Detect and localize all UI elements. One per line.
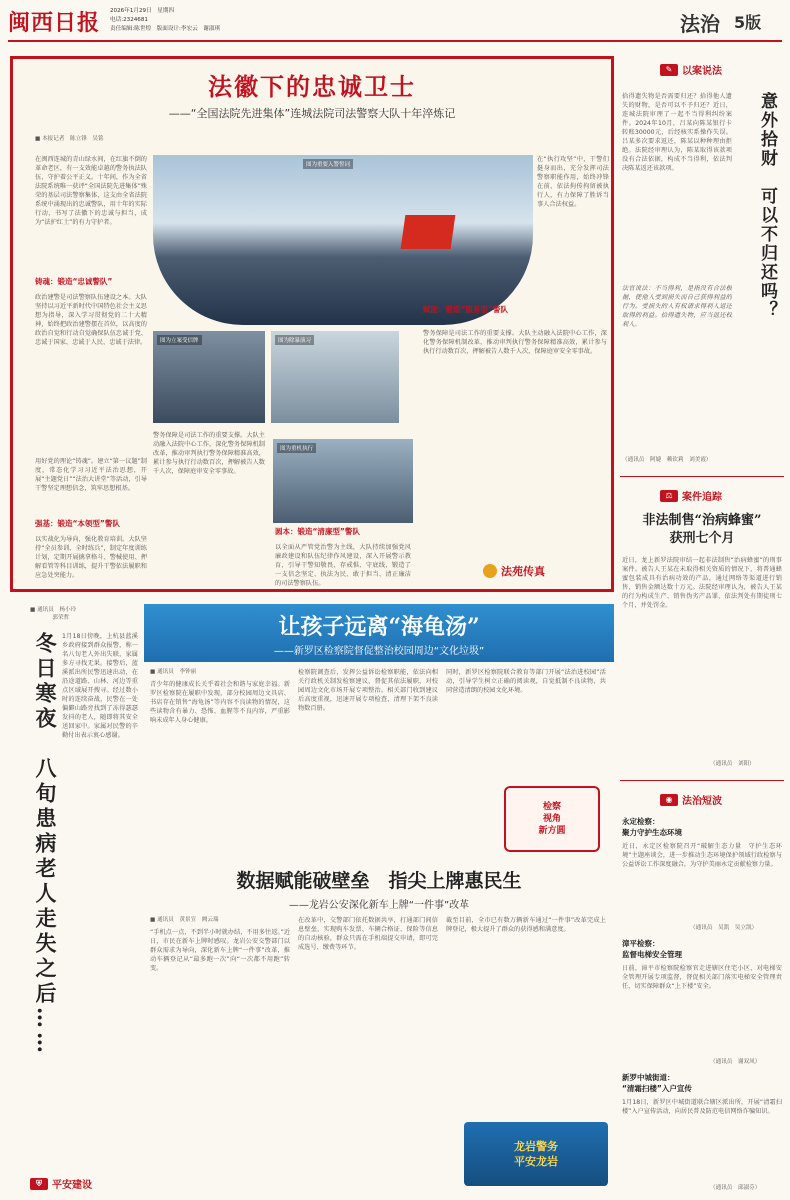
middle-byline: ■ 通讯员 李钟丽 bbox=[150, 669, 197, 675]
middle-story bbox=[144, 604, 614, 858]
top-story-frame bbox=[10, 56, 614, 592]
photo-training bbox=[153, 331, 265, 423]
brief2-reporter: （通讯员 谢双凤） bbox=[710, 1059, 761, 1065]
bottom-col3: 截至目前，全市已有数万辆新车通过“一件事”改革完成上牌登记，极大提升了群众的获得感和满意度。 bbox=[446, 917, 606, 933]
tag-legal-label: 以案说法 bbox=[682, 66, 722, 77]
tag-brief bbox=[660, 792, 722, 807]
fayuan-icon bbox=[483, 564, 497, 578]
right-sidebar bbox=[620, 56, 784, 1196]
top-story-para5: 警务保障是司法工作的重要支撑。大队主动融入法院中心工作，深化警务保障机制改革，推动审判执行警务保障精准高效，累计参与执行行动数百次，押解被告人数千人次，保障庭审安全零事故。 bbox=[153, 432, 265, 475]
phone-line: 电话:2324681 bbox=[110, 17, 148, 23]
flag-shape bbox=[401, 215, 456, 249]
top-story-logo bbox=[483, 563, 545, 579]
top-story-sub3: 赋能：锻造“服务型”警队 bbox=[423, 305, 508, 314]
top-story-para6: 在“执行攻坚”中，干警们挺身而出，充分发挥司法警察职能作用，始终冲锋在前，依法拘传拘留被执行人，有力保障了胜诉当事人合法权益。 bbox=[537, 156, 609, 208]
top-story-para7: 以全面从严管党治警为主线，大队持续加强党风廉政建设和队伍纪律作风建设，深入开展警示教育，引导干警知敬畏、存戒惧、守底线，锻造了一支信念坚定、执法为民、敢于担当、清正廉洁的司法警察队伍。 bbox=[275, 544, 411, 587]
top-story-headline: 法徽下的忠诚卫士 bbox=[208, 72, 416, 101]
bottom-logo-text: 龙岩警务 平安龙岩 bbox=[514, 1140, 558, 1168]
broadcast-icon: ◉ bbox=[660, 794, 678, 806]
middle-col1: 青少年的健康成长关乎着社会和谐与家庭幸福。新罗区检察院在履职中发现，部分校园周边文具店、书店存在销售“海龟汤”等内容不良读物的情况，这些读物含有暴力、恐怖、血腥等不良内容，严重影响未成年人身心健康。 bbox=[150, 681, 290, 724]
legal-judge-note: 法官说法：不当得利，是指没有合法根据，使他人受到损失而自己获得利益的行为。受损失的人有权请求得利人返还取得的利益。拾得遗失物，应当返还权利人。 bbox=[622, 285, 732, 328]
book-icon: ✎ bbox=[660, 64, 678, 76]
middle-subhead: ——新罗区检察院督促整治校园周边“文化垃圾” bbox=[273, 646, 485, 657]
bottom-col1: “手机点一点，不到半小时就办结，不用多往返。”近日，市民在新车上牌时感叹。龙岩公安交警部门以群众需求为导向，深化新车上牌“一件事”改革，推动车辆登记从“最多跑一次”向“一次都不用跑”转变。 bbox=[150, 929, 290, 972]
top-story-para2: 政治建警是司法警察队伍建设之本。大队坚持以习近平新时代中国特色社会主义思想为指导，深入学习贯彻党的二十大精神，始终把政治建警摆在首位，以高度的政治自觉和行动自觉确保队伍忠诚于党、忠诚于国家、忠诚于人民、忠诚于法律。 bbox=[35, 294, 147, 346]
bottom-byline: ■ 通讯员 黄景宣 阙云瑞 bbox=[150, 917, 219, 923]
middle-stamp bbox=[504, 786, 600, 852]
main-photo bbox=[153, 155, 533, 325]
legal-reporter: （通讯员 阿婕 赖钦莉 刘美霞） bbox=[622, 457, 712, 463]
editor-line: 责任编辑:陈世煌 版面设计:李宏云 谢淑琪 bbox=[110, 26, 221, 32]
top-story-sub4: 圆本：锻造“清廉型”警队 bbox=[275, 527, 360, 536]
tag-legal bbox=[660, 62, 722, 77]
brief2-body: 日前，漳平市检察院检察官走进辖区住宅小区，对电梯安全管理开展专项监督，督促相关部门落实电梯安全管理责任，切实保障群众“上下楼”安全。 bbox=[622, 965, 782, 990]
case-icon: ⚖ bbox=[660, 490, 678, 502]
top-story-para3: 用好党的理论“铸魂”。建立“第一议题”制度，常态化学习习近平法治思想，开展“主题党日”“法治大讲堂”等活动，引导干警坚定理想信念，筑牢思想根基。 bbox=[35, 458, 147, 492]
case-reporter: （通讯员 刘阳） bbox=[710, 761, 755, 767]
bottom-col2: 在改革中，交警部门依托数据共享，打通部门间信息壁垒，实现购车发票、车辆合格证、保险等信息的自动核验，群众只需在手机端提交申请，即可完成选号、缴费等环节。 bbox=[298, 917, 438, 951]
brief3-title: 新罗中城街道： “清霜扫楼”入户宣传 bbox=[622, 1073, 692, 1093]
brief1-title: 永定检察： 聚力守护生态环境 bbox=[622, 817, 682, 837]
case-body: 近日，龙上新罗法院审结一起非法制售“治病蜂蜜”的刑事案件。被告人王某在未取得相关资质的情况下，将普通蜂蜜包装成具有治病功效的产品，通过网络等渠道进行销售，销售金额达数十万元。法院经审理认为，被告人王某的行为构成生产、销售伪劣产品罪，依法判处有期徒刑七个月，并处罚金。 bbox=[622, 557, 782, 609]
sidebar-rule-2 bbox=[620, 780, 784, 781]
top-story-sub1: 铸魂：锻造“忠诚警队” bbox=[35, 277, 113, 286]
masthead-rule bbox=[8, 40, 782, 42]
brief2-title: 漳平检察： 监督电梯安全管理 bbox=[622, 939, 682, 959]
top-story-para1: 在闽西连城的青山绿水间，在红旗不倒的革命老区，有一支效能卓越的警务执法队伍，守护着公平正义。十年间，作为全省法院系统唯一获评“全国法院先进集体”殊荣的基层司法警察集体，这支由全省法院系统中涌现出的忠诚警队，用十年的实际行动，书写了法徽下的忠诚与担当，成为“法护红土”的有力守护者。 bbox=[35, 156, 147, 226]
left-byline: ■ 通讯员 杨小玲 郭荣哲 bbox=[30, 607, 77, 622]
section-name: 法治 bbox=[680, 12, 720, 36]
brief3-reporter: （通讯员 邱淑芬） bbox=[710, 1185, 761, 1191]
tag-case bbox=[660, 488, 722, 503]
top-story-subhead: ——“全国法院先进集体”连城法院司法警察大队十年淬炼记 bbox=[168, 107, 456, 120]
sidebar-rule-1 bbox=[620, 476, 784, 477]
newspaper-logo: 闽西日报 bbox=[8, 10, 101, 36]
tag-safety-label: 平安建设 bbox=[52, 1180, 92, 1191]
bottom-headline: 数据赋能破壁垒 指尖上牌惠民生 bbox=[236, 870, 522, 892]
photo-drill-caption: 图为除暴演习 bbox=[275, 335, 314, 345]
middle-headline: 让孩子远离“海龟汤” bbox=[278, 614, 480, 640]
tag-safety bbox=[30, 1176, 92, 1191]
left-column bbox=[10, 604, 138, 1194]
top-story-para4: 以实战化为导向，强化教育培训。大队坚持“全员参训、全时练兵”，制定年度训练计划，定期开展擒拿格斗、警械使用、押解看管等科目训练，提升干警依法履职和应急处突能力。 bbox=[35, 536, 147, 579]
brief1-reporter: （通讯员 吴凯 吴立凯） bbox=[690, 925, 758, 931]
legal-body: 拾得遗失物是否需要归还？拾得他人遗失的财物，是否可以不予归还？近日，连城法院审理了一起不当得利纠纷案件。2024年10月，吕某向陈某银行卡转账30000元，后经核实系操作失误。吕某多次要求返还，陈某以种种理由拒绝。法院经审理认为，陈某取得该款项没有合法依据，构成不当得利，依法判决陈某返还该款项。 bbox=[622, 93, 732, 172]
photo-drill bbox=[271, 331, 399, 423]
case-headline: 非法制售“治病蜂蜜” 获刑七个月 bbox=[642, 513, 762, 546]
bottom-story bbox=[144, 864, 614, 1194]
tag-case-label: 案件追踪 bbox=[682, 492, 722, 503]
brief3-body: 1月18日，新罗区中城街道联合辖区派出所，开展“清霜扫楼”入户宣传活动，向居民普及防范电信网络诈骗知识。 bbox=[622, 1099, 782, 1115]
shield-icon: ⛨ bbox=[30, 1178, 48, 1190]
middle-stamp-text: 检察 视角 新方圆 bbox=[538, 802, 566, 836]
main-photo-caption: 图为重要入警誓词 bbox=[303, 159, 353, 169]
photo-enforcement-caption: 图为重机执行 bbox=[277, 443, 316, 453]
bottom-logo-box bbox=[464, 1122, 608, 1186]
page-number: 5版 bbox=[734, 13, 762, 32]
left-headline: 冬日寒夜 八旬患病老人走失之后…… bbox=[33, 632, 58, 1057]
middle-col3: 同时，新罗区检察院联合教育等部门开展“法治进校园”活动，引导学生树立正确的阅读观，自觉抵制不良读物，共同营造清朗的校园文化环境。 bbox=[446, 669, 606, 694]
top-story-para6b: 警务保障是司法工作的重要支撑。大队主动融入法院中心工作，深化警务保障机制改革，推动审判执行警务保障精准高效，累计参与执行行动数百次，押解被告人数千人次，保障庭审安全零事故。 bbox=[423, 330, 607, 355]
bottom-subhead: ——龙岩公安深化新车上牌“一件事”改革 bbox=[288, 900, 470, 911]
photo-training-caption: 图为立案受信牌 bbox=[157, 335, 202, 345]
left-body: 1月18日傍晚，上杭县蓝溪乡政府接到群众报警，称一名八旬老人外出失联，家属多方寻找无果。接警后，蓝溪派出所民警迅速出动，在沿途道路、山林、河边等重点区域展开搜寻。经过数小时的连续奋战，民警在一处偏僻山路旁找到了冻得瑟瑟发抖的老人，随即将其安全送回家中。家属对民警的辛勤付出表示衷心感谢。 bbox=[62, 633, 138, 739]
top-story-sub2: 强基：锻造“本领型”警队 bbox=[35, 519, 120, 528]
issue-date: 2026年1月29日 星期四 bbox=[110, 8, 175, 14]
middle-col2: 检察院调查后，发挥公益诉讼检察职能，依法向相关行政机关制发检察建议，督促其依法履职，对校园周边文化市场开展专项整治。相关部门收到建议后高度重视，迅速开展专项检查，清理下架不良读物数百册。 bbox=[298, 669, 438, 712]
tag-brief-label: 法治短波 bbox=[682, 796, 722, 807]
photo-enforcement bbox=[273, 439, 413, 523]
legal-headline: 意外拾财 可以不归还吗？ bbox=[757, 92, 777, 320]
brief1-body: 近日，永定区检察院召开“破解生态力量 守护生态环境”主题座谈会，进一步推动生态环境保护领域行政检察与公益诉讼工作深度融合，为守护美丽永定贡献检察力量。 bbox=[622, 843, 782, 868]
top-story-logo-text: 法苑传真 bbox=[501, 565, 545, 578]
top-story-byline: ■ 本报记者 陈立锋 吴铭 bbox=[35, 136, 104, 142]
